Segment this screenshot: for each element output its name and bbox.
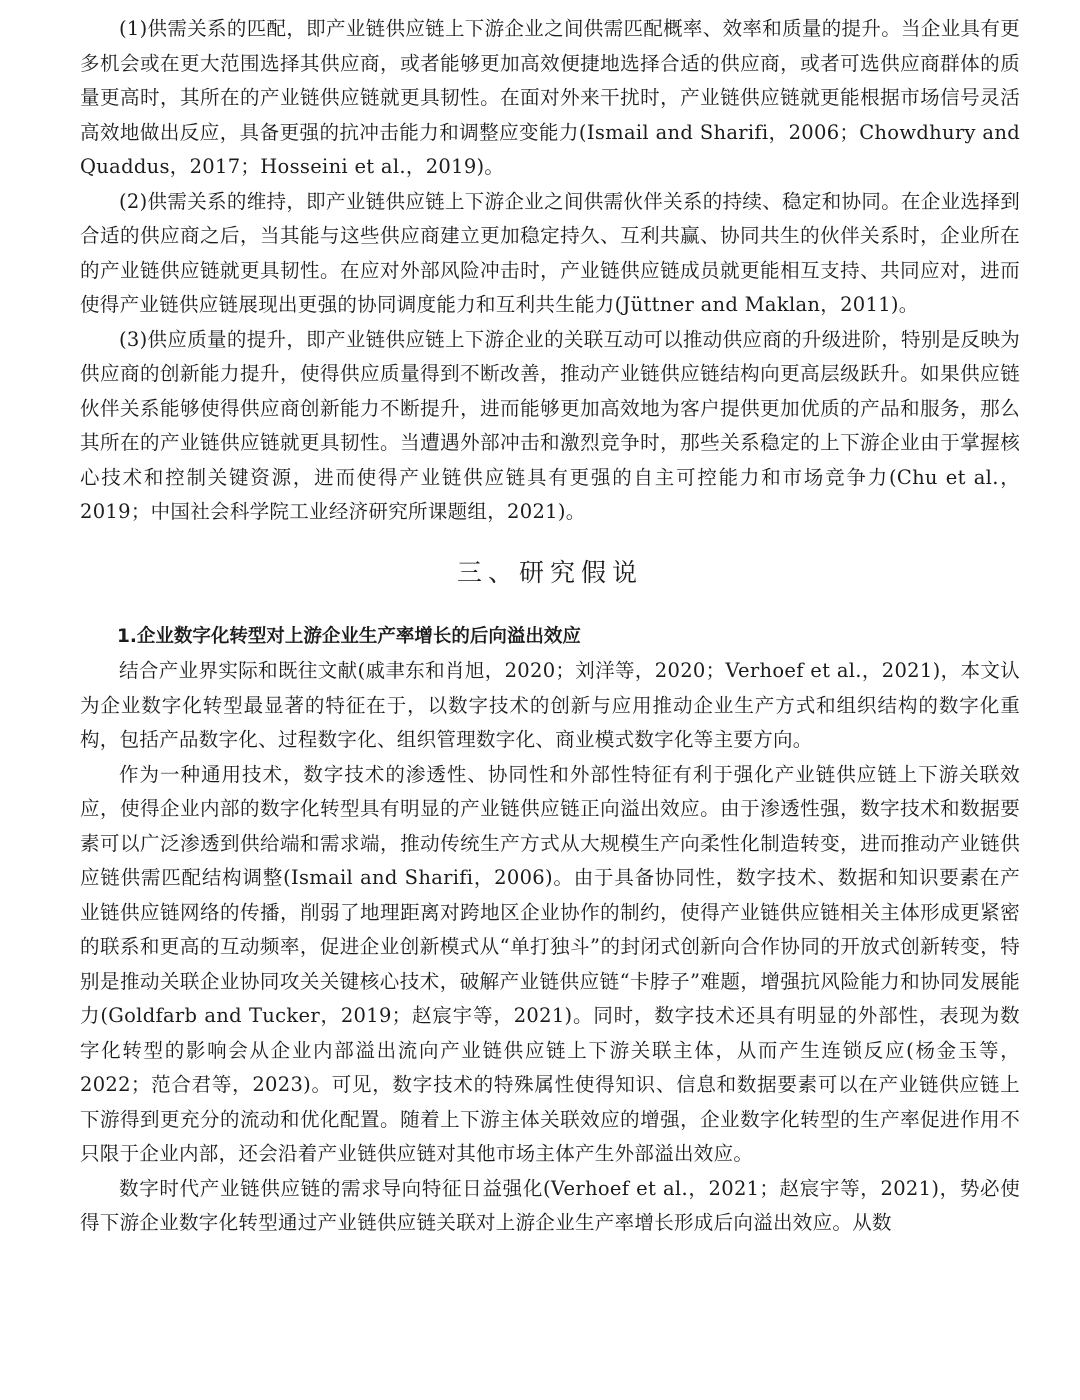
paragraph-supply-demand-maintenance: (2)供需关系的维持，即产业链供应链上下游企业之间供需伙伴关系的持续、稳定和协同。在企业选择到合适的供应商之后，当其能与这些供应商建立更加稳定持久、互利共赢、协同共生的伙伴关系时，企业所在的产业链供应链就更具韧性。在应对外部风险冲击时，产业链供应链成员就更能相互支持、共同应对，进而使得产业链供应链展现出更强的协同调度能力和互利共生能力(Jüttner and Maklan，2011)。 xyxy=(80,189,1020,316)
paragraph-digital-technology-features: 作为一种通用技术，数字技术的渗透性、协同性和外部性特征有利于强化产业链供应链上下游关联效应，使得企业内部的数字化转型具有明显的产业链供应链正向溢出效应。由于渗透性强，数字技术和数据要素可以广泛渗透到供给端和需求端，推动传统生产方式从大规模生产向柔性化制造转变，进而推动产业链供应链供需匹配结构调整(Ismail and Sharifi，2006)。由于具备协同性，数字技术、数据和知识要素在产业链供应链网络的传播，削弱了地理距离对跨地区企业协作的制约，使得产业链供应链相关主体形成更紧密的联系和更高的互动频率，促进企业创新模式从“单打独斗”的封闭式创新向合作协同的开放式创新转变，特别是推动关联企业协同攻关关键核心技术，破解产业链供应链“卡脖子”难题，增强抗风险能力和协同发展能力(Goldfarb and Tucker，2019；赵宸宇等，2021)。同时，数字技术还具有明显的外部性，表现为数字化转型的影响会从企业内部溢出流向产业链供应链上下游关联主体，从而产生连锁反应(杨金玉等，2022；范合君等，2023)。可见，数字技术的特殊属性使得知识、信息和数据要素可以在产业链供应链上下游得到更充分的流动和优化配置。随着上下游主体关联效应的增强，企业数字化转型的生产率促进作用不只限于企业内部，还会沿着产业链供应链对其他市场主体产生外部溢出效应。 xyxy=(80,762,1020,1165)
paragraph-demand-orientation: 数字时代产业链供应链的需求导向特征日益强化(Verhoef et al.，2021；赵宸宇等，2021)，势必使得下游企业数字化转型通过产业链供应链关联对上游企业生产率增长形成后向溢出效应。从数 xyxy=(80,1176,1020,1234)
paragraph-supply-demand-matching: (1)供需关系的匹配，即产业链供应链上下游企业之间供需匹配概率、效率和质量的提升。当企业具有更多机会或在更大范围选择其供应商，或者能够更加高效便捷地选择合适的供应商，或者可选供应商群体的质量更高时，其所在的产业链供应链就更具韧性。在面对外来干扰时，产业链供应链就更能根据市场信号灵活高效地做出反应，具备更强的抗冲击能力和调整应变能力(Ismail and Sharifi，2006；Chowdhury and Quaddus，2017；Hosseini et al.，2019)。 xyxy=(80,17,1020,178)
paragraph-digital-transformation-definition: 结合产业界实际和既往文献(戚聿东和肖旭，2020；刘洋等，2020；Verhoef et al.，2021)，本文认为企业数字化转型最显著的特征在于，以数字技术的创新与应用推动企业生产方式和组织结构的数字化重构，包括产品数字化、过程数字化、组织管理数字化、商业模式数字化等主要方向。 xyxy=(80,659,1020,751)
paragraph-supply-quality: (3)供应质量的提升，即产业链供应链上下游企业的关联互动可以推动供应商的升级进阶，特别是反映为供应商的创新能力提升，使得供应质量得到不断改善，推动产业链供应链结构向更高层级跃升。如果供应链伙伴关系能够使得供应商创新能力不断提升，进而能够更加高效地为客户提供更加优质的产品和服务，那么其所在的产业链供应链就更具韧性。当遭遇外部冲击和激烈竞争时，那些关系稳定的上下游企业由于掌握核心技术和控制关键资源，进而使得产业链供应链具有更强的自主可控能力和市场竞争力(Chu et al.，2019；中国社会科学院工业经济研究所课题组，2021)。 xyxy=(80,327,1020,523)
subsection-heading: 1.企业数字化转型对上游企业生产率增长的后向溢出效应 xyxy=(117,625,581,647)
section-heading: 三、研究假说 xyxy=(456,557,643,587)
